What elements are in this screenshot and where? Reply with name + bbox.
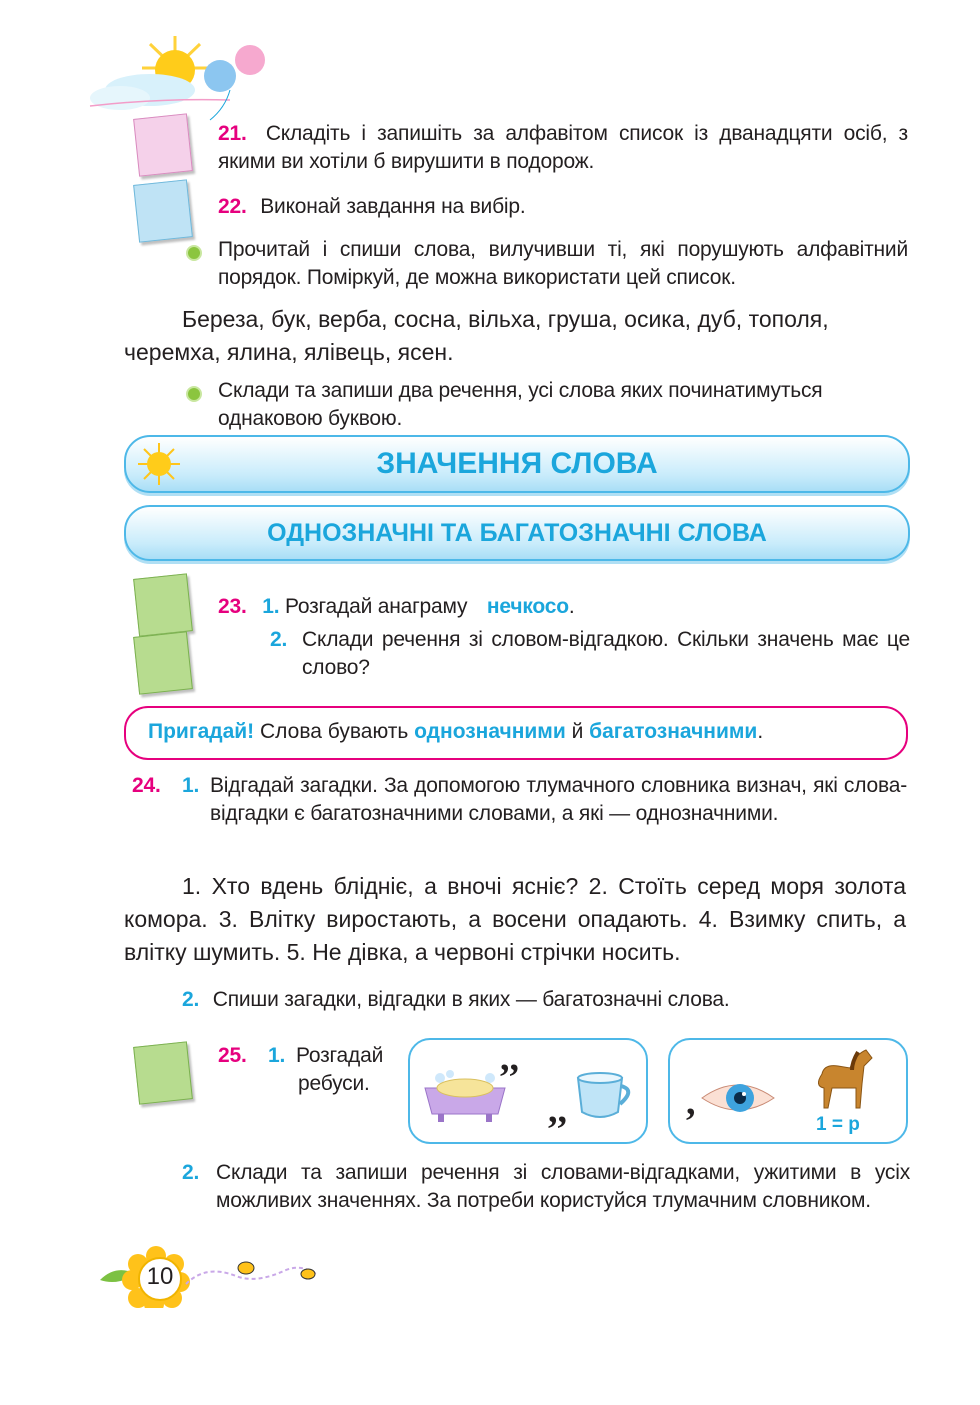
- exercise-25-item-2-number: 2.: [182, 1161, 200, 1184]
- remember-word-single-meaning: однозначними: [414, 720, 566, 743]
- exercise-22-number: 22.: [218, 195, 247, 218]
- section-banner-meaning: [124, 435, 910, 493]
- remember-label: Пригадай!: [148, 720, 255, 743]
- exercise-24-item-1-text: Відгадай загадки. За допомогою тлумачного словника визнач, які слова-відгадки є багатозначними словами, а які — однозначними.: [210, 774, 907, 825]
- bullet-2-text: Склади та запиши два речення, усі слова яких починатимуться однаковою буквою.: [218, 379, 823, 430]
- flower-and-bees-decoration: [96, 1244, 326, 1308]
- section-title: ЗНАЧЕННЯ СЛОВА: [376, 447, 658, 480]
- exercise-24-item-2-number: 2.: [182, 988, 200, 1011]
- exercise-23-item-1-number: 1.: [262, 595, 280, 618]
- exercise-25-number: 25.: [218, 1044, 247, 1067]
- bullet-2-icon: [186, 386, 202, 402]
- riddles-text: 1. Хто вдень блідніє, а вночі ясніє? 2. Стоїть серед моря золота комора. 3. Влітку виростають, а восени опадають. 4. Взимку спить, а влітку шумить. 5. Не дівка, а червоні стрічки носить.: [124, 873, 906, 965]
- exercise-25-item-1-number: 1.: [268, 1044, 286, 1067]
- letter-blocks-picture-icon: [133, 631, 193, 694]
- exercise-23-item-1-end: .: [568, 595, 575, 618]
- rebus-1-commas-top: ,,: [500, 1037, 519, 1079]
- exercise-25-item-1-text-2: ребуси.: [298, 1072, 370, 1095]
- bathtub-with-soap-icon: [420, 1064, 510, 1128]
- exercise-23-item-2-number: 2.: [270, 628, 288, 651]
- remember-note: [124, 706, 908, 760]
- horse-icon: [810, 1044, 876, 1114]
- remember-end: .: [757, 720, 764, 743]
- eye-icon: [700, 1076, 776, 1118]
- words-line-2: черемха, ялина, ялівець, ясен.: [124, 339, 454, 365]
- toy-pyramid-picture-icon: [133, 573, 193, 636]
- exercise-23-number: 23.: [218, 595, 247, 618]
- rebus-2-comma: ,: [686, 1081, 696, 1123]
- bullet-1-icon: [186, 245, 202, 261]
- exercise-23-item-2-text: Склади речення зі словом-відгадкою. Скільки значень має це слово?: [302, 628, 910, 679]
- bullet-1-text: Прочитай і спиши слова, вилучивши ті, які порушують алфавітний порядок. Поміркуй, де можна використати цей список.: [218, 238, 908, 289]
- exercise-25-item-1-text-1: Розгадай: [296, 1044, 384, 1067]
- words-line-1: Береза, бук, верба, сосна, вільха, груша, осика, дуб, тополя,: [182, 306, 829, 332]
- exercise-23-item-1-text: Розгадай анаграму: [285, 595, 468, 618]
- exercise-22-text: Виконай завдання на вибір.: [260, 195, 526, 218]
- exercise-24-item-1-number: 1.: [182, 774, 200, 797]
- rebus-2: [668, 1038, 908, 1144]
- exercise-24-number: 24.: [132, 774, 161, 797]
- section-banner-subtitle: [124, 505, 910, 561]
- letter-blocks-picture-icon-2: [133, 1041, 193, 1104]
- page-number: 10: [146, 1263, 174, 1290]
- remember-text-2: й: [565, 720, 590, 743]
- rebus-1: [408, 1038, 648, 1144]
- remember-word-multiple-meaning: багатозначними: [589, 720, 758, 743]
- exercise-25-item-2-text: Склади та запиши речення зі словами-відгадками, ужитими в усіх можливих значеннях. За потреби користуйся тлумачним словником.: [216, 1161, 910, 1212]
- children-picture-icon: [133, 113, 193, 176]
- house-picture-icon: [133, 179, 193, 242]
- exercise-21-text: Складіть і запишіть за алфавітом список із дванадцяти осіб, з якими ви хотіли б вирушити в подорож.: [218, 122, 908, 173]
- exercise-24-item-2-text: Спиши загадки, відгадки в яких — багатозначні слова.: [212, 988, 730, 1011]
- cup-icon: [574, 1068, 638, 1124]
- rebus-2-hint: 1 = р: [816, 1114, 860, 1135]
- section-subtitle: ОДНОЗНАЧНІ ТА БАГАТОЗНАЧНІ СЛОВА: [267, 519, 767, 547]
- anagram-word: нечкосо: [486, 595, 569, 618]
- remember-text-1: Слова бувають: [254, 720, 415, 743]
- exercise-21-number: 21.: [218, 122, 247, 145]
- rebus-1-commas-mid: ,,: [548, 1089, 567, 1131]
